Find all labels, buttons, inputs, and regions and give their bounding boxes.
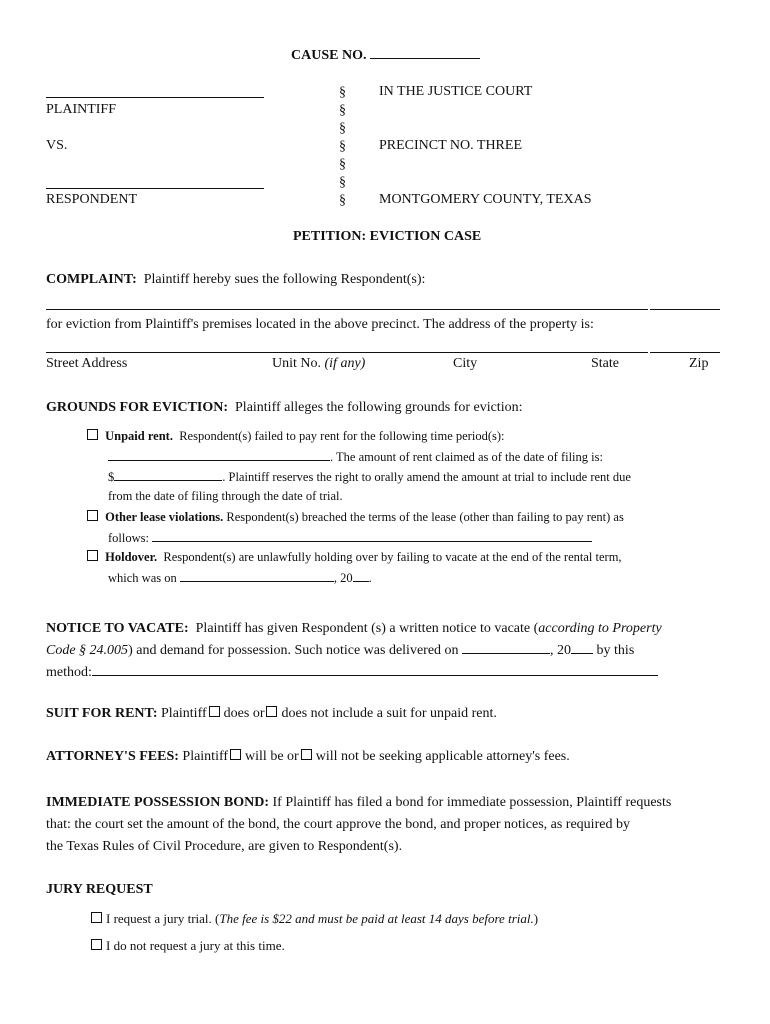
notice-text: Plaintiff has given Respondent (s) a written notice to vacate ( — [195, 621, 539, 636]
holdover-label: Holdover. — [105, 550, 158, 564]
time-period-field[interactable] — [108, 449, 330, 461]
section-mark: § — [339, 175, 346, 190]
attorney-fees-label: ATTORNEY'S FEES: — [46, 749, 179, 764]
cause-number — [291, 47, 480, 64]
grounds-text: Plaintiff alleges the following grounds for eviction: — [235, 400, 523, 415]
complaint-text: Plaintiff hereby sues the following Respondent(s): — [143, 272, 426, 287]
by-this-text: by this — [596, 643, 635, 658]
year-prefix: , 20 — [333, 571, 353, 585]
property-zip-line[interactable] — [650, 352, 720, 353]
follows-label: follows: — [108, 531, 149, 545]
suit-does-checkbox[interactable] — [209, 706, 220, 717]
no-jury-text: I do not request a jury at this time. — [106, 938, 285, 953]
holdover-checkbox[interactable] — [87, 550, 98, 561]
jury-label: JURY REQUEST — [46, 882, 153, 897]
suit-does-not-label: does not include a suit for unpaid rent. — [281, 706, 497, 721]
unpaid-rent-checkbox[interactable] — [87, 429, 98, 440]
cause-no-field[interactable] — [370, 47, 480, 59]
plaintiff-name-line[interactable] — [46, 97, 264, 98]
section-mark: § — [339, 193, 346, 208]
address-zip-label: Zip — [689, 356, 709, 371]
plaintiff-label: PLAINTIFF — [46, 102, 117, 117]
notice-year-field[interactable] — [571, 642, 593, 654]
address-street-label: Street Address — [46, 356, 128, 371]
period: . — [368, 571, 372, 585]
plaintiff-word: Plaintiff — [182, 749, 229, 764]
suit-does-label: does or — [223, 706, 265, 721]
rent-amount-field[interactable] — [114, 469, 222, 481]
court-label: IN THE JUSTICE COURT — [379, 84, 533, 99]
unpaid-rent-text: Respondent(s) failed to pay rent for the following time period(s): — [179, 429, 505, 443]
bond-text-1: If Plaintiff has filed a bond for immediate possession, Plaintiff requests — [272, 795, 672, 810]
vs-label: VS. — [46, 138, 68, 153]
county-label: MONTGOMERY COUNTY, TEXAS — [379, 192, 592, 207]
notice-year-prefix: , 20 — [550, 643, 572, 658]
unpaid-rent-amount-text: . The amount of rent claimed as of the date of filing is: — [330, 450, 603, 464]
notice-label: NOTICE TO VACATE: — [46, 621, 189, 636]
notice-section — [46, 618, 726, 684]
dollar-sign: $ — [108, 470, 115, 484]
other-violations-line2 — [108, 530, 592, 546]
fees-will-label: will be or — [245, 749, 299, 764]
suit-for-rent-label: SUIT FOR RENT: — [46, 706, 158, 721]
notice-date-field[interactable] — [462, 642, 550, 654]
notice-italic: according to Property — [538, 621, 662, 636]
fees-will-checkbox[interactable] — [230, 749, 241, 760]
plaintiff-word: Plaintiff — [161, 706, 207, 721]
other-violations-text: Respondent(s) breached the terms of the lease (other than failing to pay rent) as — [226, 510, 624, 524]
bond-text-3: the Texas Rules of Civil Procedure, are given to Respondent(s). — [46, 839, 403, 854]
document-title: PETITION: EVICTION CASE — [293, 229, 482, 244]
property-code-ref: Code § 24.005 — [46, 643, 129, 658]
grounds-section — [46, 400, 522, 416]
term-end-date-field[interactable] — [180, 570, 334, 582]
unpaid-rent-line3 — [108, 469, 631, 485]
jury-close-paren: ) — [533, 911, 539, 926]
unpaid-rent-line2 — [108, 449, 603, 465]
unit-label: Unit No. — [272, 356, 321, 371]
no-jury-checkbox[interactable] — [91, 939, 102, 950]
fees-will-not-checkbox[interactable] — [301, 749, 312, 760]
jury-fee-note: The fee is $22 and must be paid at least 14 days before trial. — [219, 911, 534, 926]
jury-request-checkbox[interactable] — [91, 912, 102, 923]
bond-text-2: that: the court set the amount of the bond, the court approve the bond, and proper notices, as required by — [46, 817, 630, 832]
other-violations-checkbox[interactable] — [87, 510, 98, 521]
fees-will-not-label: will not be seeking applicable attorney's fees. — [315, 749, 570, 764]
unpaid-rent-item — [85, 429, 504, 444]
holdover-text: Respondent(s) are unlawfully holding over by failing to vacate at the end of the rental term, — [163, 550, 622, 564]
method-label: method: — [46, 665, 92, 680]
complaint-section — [46, 272, 425, 288]
attorney-fees-section — [46, 749, 570, 765]
other-violations-label: Other lease violations. — [105, 510, 224, 524]
no-jury-item — [89, 938, 285, 954]
amend-text: . Plaintiff reserves the right to orally amend the amount at trial to include rent due — [222, 470, 631, 484]
suit-does-not-checkbox[interactable] — [266, 706, 277, 717]
violations-field[interactable] — [152, 530, 592, 542]
property-address-line[interactable] — [46, 352, 648, 353]
jury-request-text: I request a jury trial. ( — [106, 911, 220, 926]
notice-delivered-text: ) and demand for possession. Such notice was delivered on — [128, 643, 459, 658]
respondent-names-line-end[interactable] — [650, 309, 720, 310]
section-mark: § — [339, 139, 346, 154]
precinct-label: PRECINCT NO. THREE — [379, 138, 522, 153]
suit-for-rent-section — [46, 706, 497, 722]
grounds-label: GROUNDS FOR EVICTION: — [46, 400, 229, 415]
term-end-year-field[interactable] — [353, 570, 369, 582]
section-mark: § — [339, 157, 346, 172]
holdover-line2 — [108, 570, 372, 586]
respondent-names-line[interactable] — [46, 309, 648, 310]
section-mark: § — [339, 103, 346, 118]
premises-text: for eviction from Plaintiff's premises located in the above precinct. The address of the property is: — [46, 317, 594, 332]
section-mark: § — [339, 121, 346, 136]
jury-request-item — [89, 911, 538, 927]
unpaid-rent-label: Unpaid rent. — [105, 429, 173, 443]
complaint-label: COMPLAINT: — [46, 272, 137, 287]
which-was-on-label: which was on — [108, 571, 177, 585]
unpaid-rent-line4: from the date of filing through the date of trial. — [108, 489, 343, 503]
bond-label: IMMEDIATE POSSESSION BOND: — [46, 795, 270, 810]
respondent-name-line[interactable] — [46, 188, 264, 189]
cause-no-label: CAUSE NO. — [291, 48, 367, 63]
holdover-item — [85, 550, 622, 565]
other-violations-item — [85, 510, 624, 525]
unit-note: (if any) — [324, 356, 366, 371]
bond-section — [46, 792, 736, 858]
section-marks — [339, 84, 346, 210]
method-field[interactable] — [92, 664, 658, 676]
address-unit-label — [272, 356, 365, 372]
address-city-label: City — [453, 356, 478, 371]
respondent-label: RESPONDENT — [46, 192, 138, 207]
section-mark: § — [339, 85, 346, 100]
address-state-label: State — [591, 356, 619, 371]
